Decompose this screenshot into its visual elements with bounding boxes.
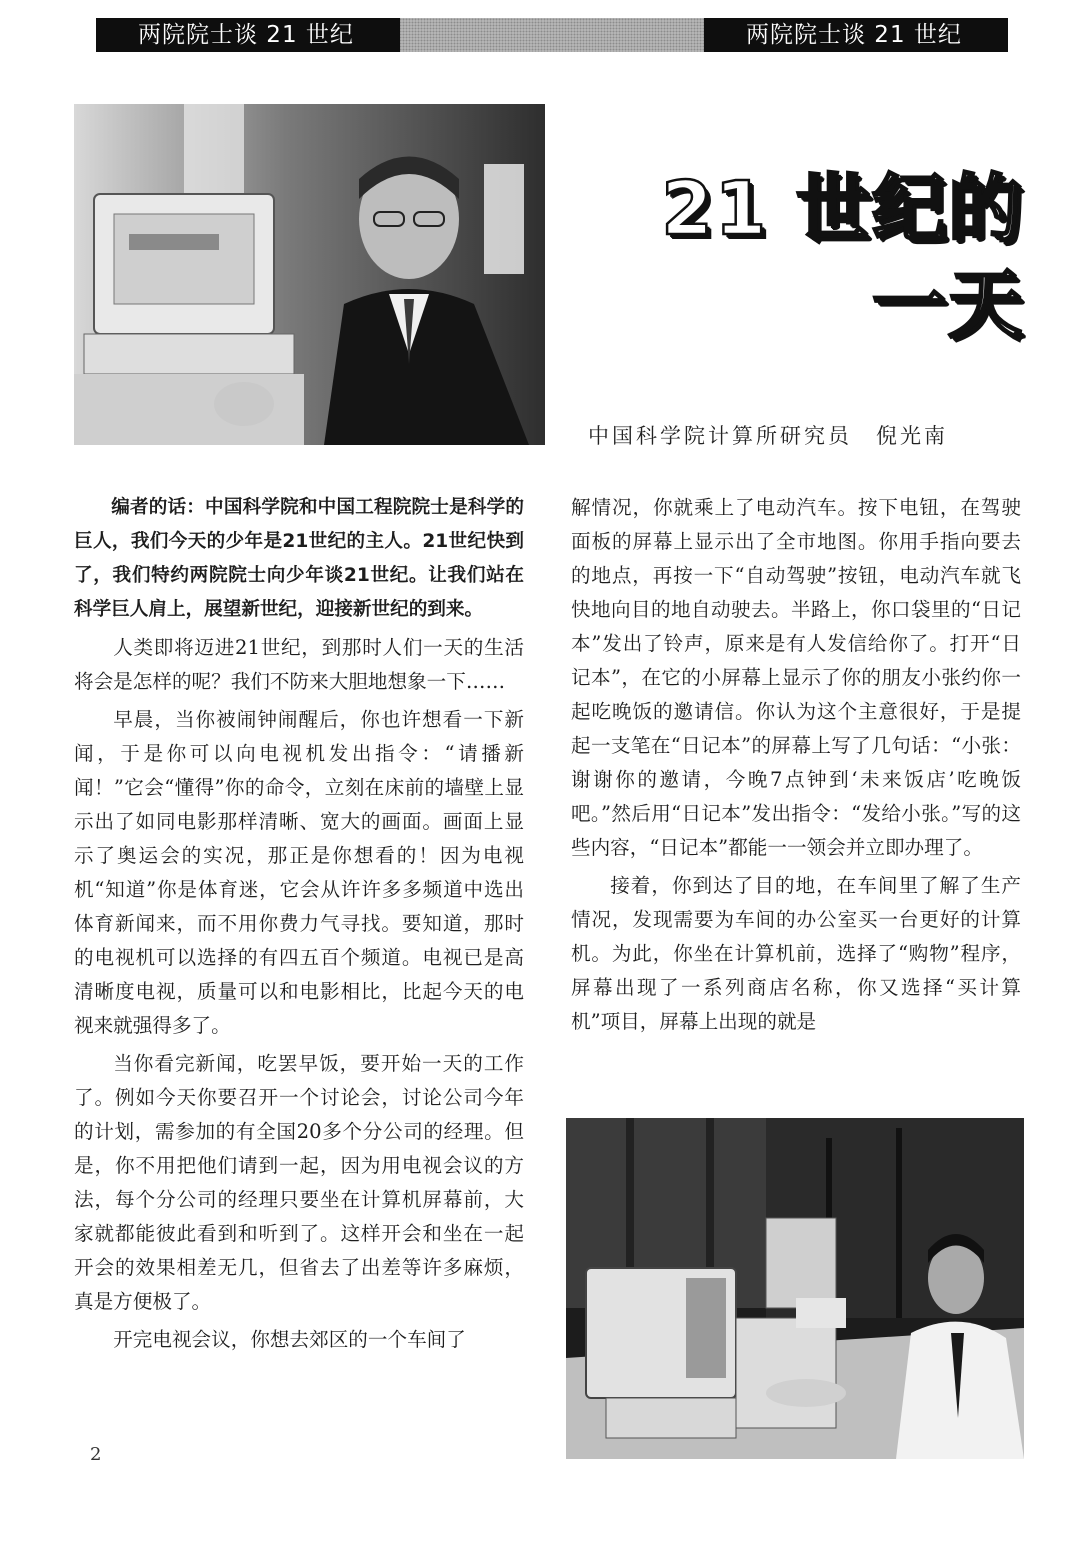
paragraph: 开完电视会议，你想去郊区的一个车间了 bbox=[113, 1328, 466, 1351]
paragraph: 早晨，当你被闹钟闹醒后，你也许想看一下新闻，于是你可以向电视机发出指令：“请播新闻！”它会“懂得”你的命令，立刻在床前的墙壁上显示出了如同电影那样清晰、宽大的画面。画面上显示了奥运会的实况，那正是你想看的！因为电视机“知道”你是体育迷，它会从许许多多频道中选出体育新闻来，而不用你费力气寻找。要知道，那时的电视机可以选择的有四五百个频道。电视已是高清晰度电视，质量可以和电影相比，比起今天的电视来就强得多了。 bbox=[74, 708, 524, 1037]
paragraph: 接着，你到达了目的地，在车间里了解了生产情况，发现需要为车间的办公室买一台更好的计算机。为此，你坐在计算机前，选择了“购物”程序，屏幕出现了一系列商店名称，你又选择“买计算机”项目，屏幕上出现的就是 bbox=[571, 874, 1021, 1033]
paragraph: 人类即将迈进21世纪，到那时人们一天的生活将会是怎样的呢？我们不防来大胆地想象一下…… bbox=[74, 636, 524, 693]
editor-note: 编者的话：中国科学院和中国工程院院士是科学的巨人，我们今天的少年是21世纪的主人。21世纪快到了，我们特约两院院士向少年谈21世纪。让我们站在科学巨人肩上，展望新世纪，迎接新世纪的到来。 bbox=[74, 497, 524, 620]
page-number: 2 bbox=[90, 1444, 102, 1465]
author-byline: 中国科学院计算所研究员 倪光南 bbox=[588, 424, 948, 448]
right-column bbox=[571, 491, 1021, 1039]
article-title-line1: 21 世纪的 bbox=[661, 166, 1024, 252]
header-right-label: 两院院士谈 21 世纪 bbox=[704, 18, 1008, 52]
header-left-label: 两院院士谈 21 世纪 bbox=[96, 18, 400, 52]
paragraph: 解情况，你就乘上了电动汽车。按下电钮，在驾驶面板的屏幕上显示出了全市地图。你用手指向要去的地点，再按一下“自动驾驶”按钮，电动汽车就飞快地向目的地自动驶去。半路上，你口袋里的“日记本”发出了铃声，原来是有人发信给你了。打开“日记本”，在它的小屏幕上显示了你的朋友小张约你一起吃晚饭的邀请信。你认为这个主意很好，于是提起一支笔在“日记本”的屏幕上写了几句话：“小张：谢谢你的邀请，今晚7点钟到‘未来饭店’吃晚饭吧。”然后用“日记本”发出指令：“发给小张。”写的这些内容，“日记本”都能一一领会并立即办理了。 bbox=[571, 496, 1021, 859]
paragraph: 当你看完新闻，吃罢早饭，要开始一天的工作了。例如今天你要召开一个讨论会，讨论公司今年的计划，需参加的有全国20多个分公司的经理。但是，你不用把他们请到一起，因为用电视会议的方法，每个分公司的经理只要坐在计算机屏幕前，大家就都能彼此看到和听到了。这样开会和坐在一起开会的效果相差无几，但省去了出差等许多麻烦，真是方便极了。 bbox=[74, 1052, 524, 1313]
left-column bbox=[74, 491, 524, 1357]
computer-photo bbox=[566, 1118, 1024, 1459]
article-title-line2: 一天 bbox=[872, 262, 1024, 348]
author-photo bbox=[74, 104, 545, 445]
